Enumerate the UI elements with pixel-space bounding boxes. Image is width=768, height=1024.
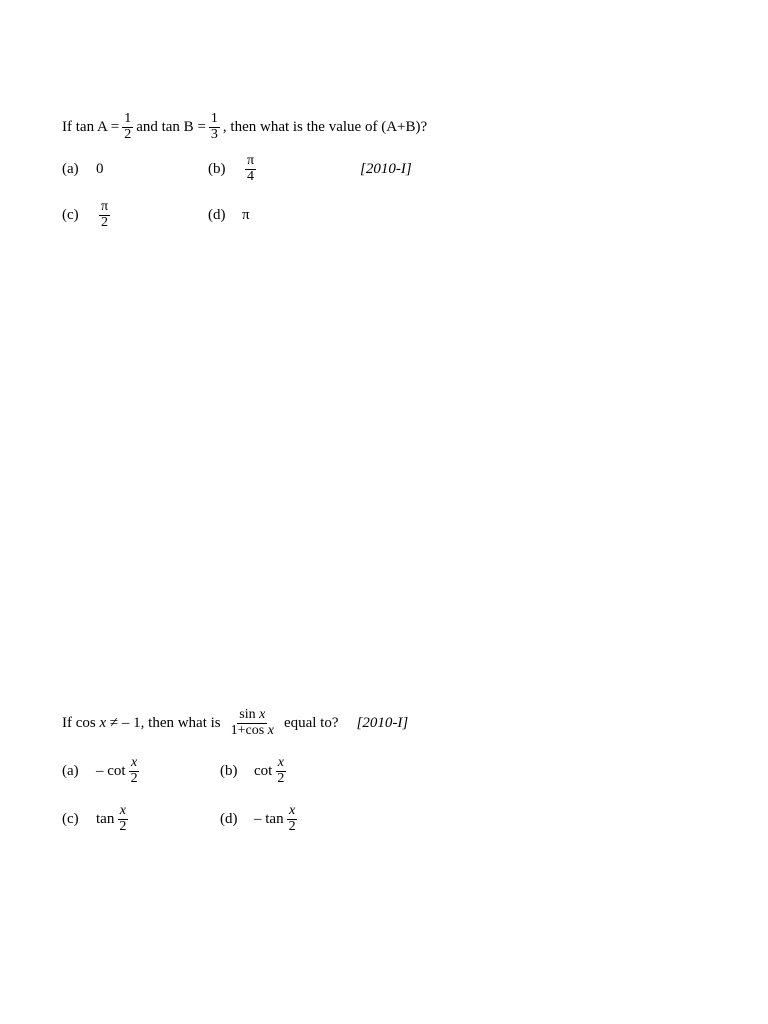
q2-var: x [99, 714, 107, 731]
question-1 [62, 112, 702, 238]
option-fraction-den: 2 [101, 214, 109, 230]
question-2-stem [62, 708, 702, 738]
option-value: 0 [96, 160, 104, 177]
option-fraction-den: 2 [119, 818, 127, 834]
q1-fraction-a [122, 112, 133, 142]
q2-fraction-den-pre: 1+cos [230, 722, 265, 738]
option-label: (a) [62, 160, 79, 177]
q2-fraction-num-var: x [259, 707, 266, 722]
q1-option-c [62, 192, 113, 238]
q1-option-b [208, 146, 259, 192]
q2-year-tag: [2010-I] [356, 714, 409, 731]
option-fraction [275, 756, 286, 786]
option-label: (c) [62, 810, 79, 827]
q2-option-c [62, 796, 131, 842]
option-label: (b) [220, 762, 238, 779]
q2-options-row-1 [62, 748, 702, 794]
q1-fraction-b-num: 1 [210, 111, 218, 126]
q2-stem-prefix: If cos [62, 714, 96, 731]
option-fraction [99, 200, 110, 230]
q1-fraction-a-num: 1 [124, 111, 132, 126]
q1-stem-prefix: If tan A = [62, 118, 120, 135]
q1-options-row-2 [62, 192, 702, 238]
option-fraction-num: x [130, 755, 138, 771]
option-fraction [245, 154, 256, 184]
q1-fraction-b [209, 112, 220, 142]
q2-fraction-den [229, 724, 276, 739]
q2-fraction-num [237, 708, 267, 724]
option-fraction-num: x [288, 803, 296, 819]
option-label: (c) [62, 206, 79, 223]
option-prefix: – cot [96, 762, 126, 779]
q1-fraction-a-den: 2 [124, 126, 132, 142]
q1-year-tag: [2010-I] [360, 160, 412, 177]
option-label: (d) [208, 206, 226, 223]
q2-fraction-den-var: x [267, 722, 274, 738]
option-fraction-num: x [277, 755, 284, 771]
q2-option-a [62, 748, 143, 794]
option-fraction [117, 804, 128, 834]
option-fraction-den: 2 [277, 770, 285, 786]
q2-option-d [220, 796, 301, 842]
option-prefix: – tan [254, 810, 284, 827]
option-value: π [242, 206, 250, 223]
question-2 [62, 708, 702, 842]
option-fraction-num: x [119, 803, 126, 819]
q1-option-d [208, 192, 250, 238]
q2-options-row-2 [62, 796, 702, 842]
option-fraction-den: 4 [247, 168, 255, 184]
option-label: (a) [62, 762, 79, 779]
q1-stem-mid: and tan B = [136, 118, 206, 135]
q2-option-b [220, 748, 289, 794]
option-prefix: cot [254, 762, 273, 779]
q1-option-a [62, 146, 104, 192]
option-label: (b) [208, 160, 226, 177]
option-fraction-den: 2 [130, 770, 138, 786]
option-fraction-num: π [247, 153, 255, 169]
q1-stem-suffix: , then what is the value of (A+B)? [222, 118, 428, 135]
option-fraction-den: 2 [288, 818, 296, 834]
option-fraction [287, 804, 298, 834]
q1-options-row-1 [62, 146, 702, 192]
q2-stem-cond: ≠ – 1, then what is [109, 714, 221, 731]
question-1-stem [62, 112, 702, 142]
q1-fraction-b-den: 3 [210, 126, 218, 142]
option-fraction [129, 756, 140, 786]
q2-stem-suffix: equal to? [283, 714, 339, 731]
option-prefix: tan [96, 810, 115, 827]
option-label: (d) [220, 810, 238, 827]
option-fraction-num: π [101, 199, 109, 215]
q2-fraction-num-fn: sin [239, 707, 256, 722]
q2-fraction [229, 708, 276, 738]
